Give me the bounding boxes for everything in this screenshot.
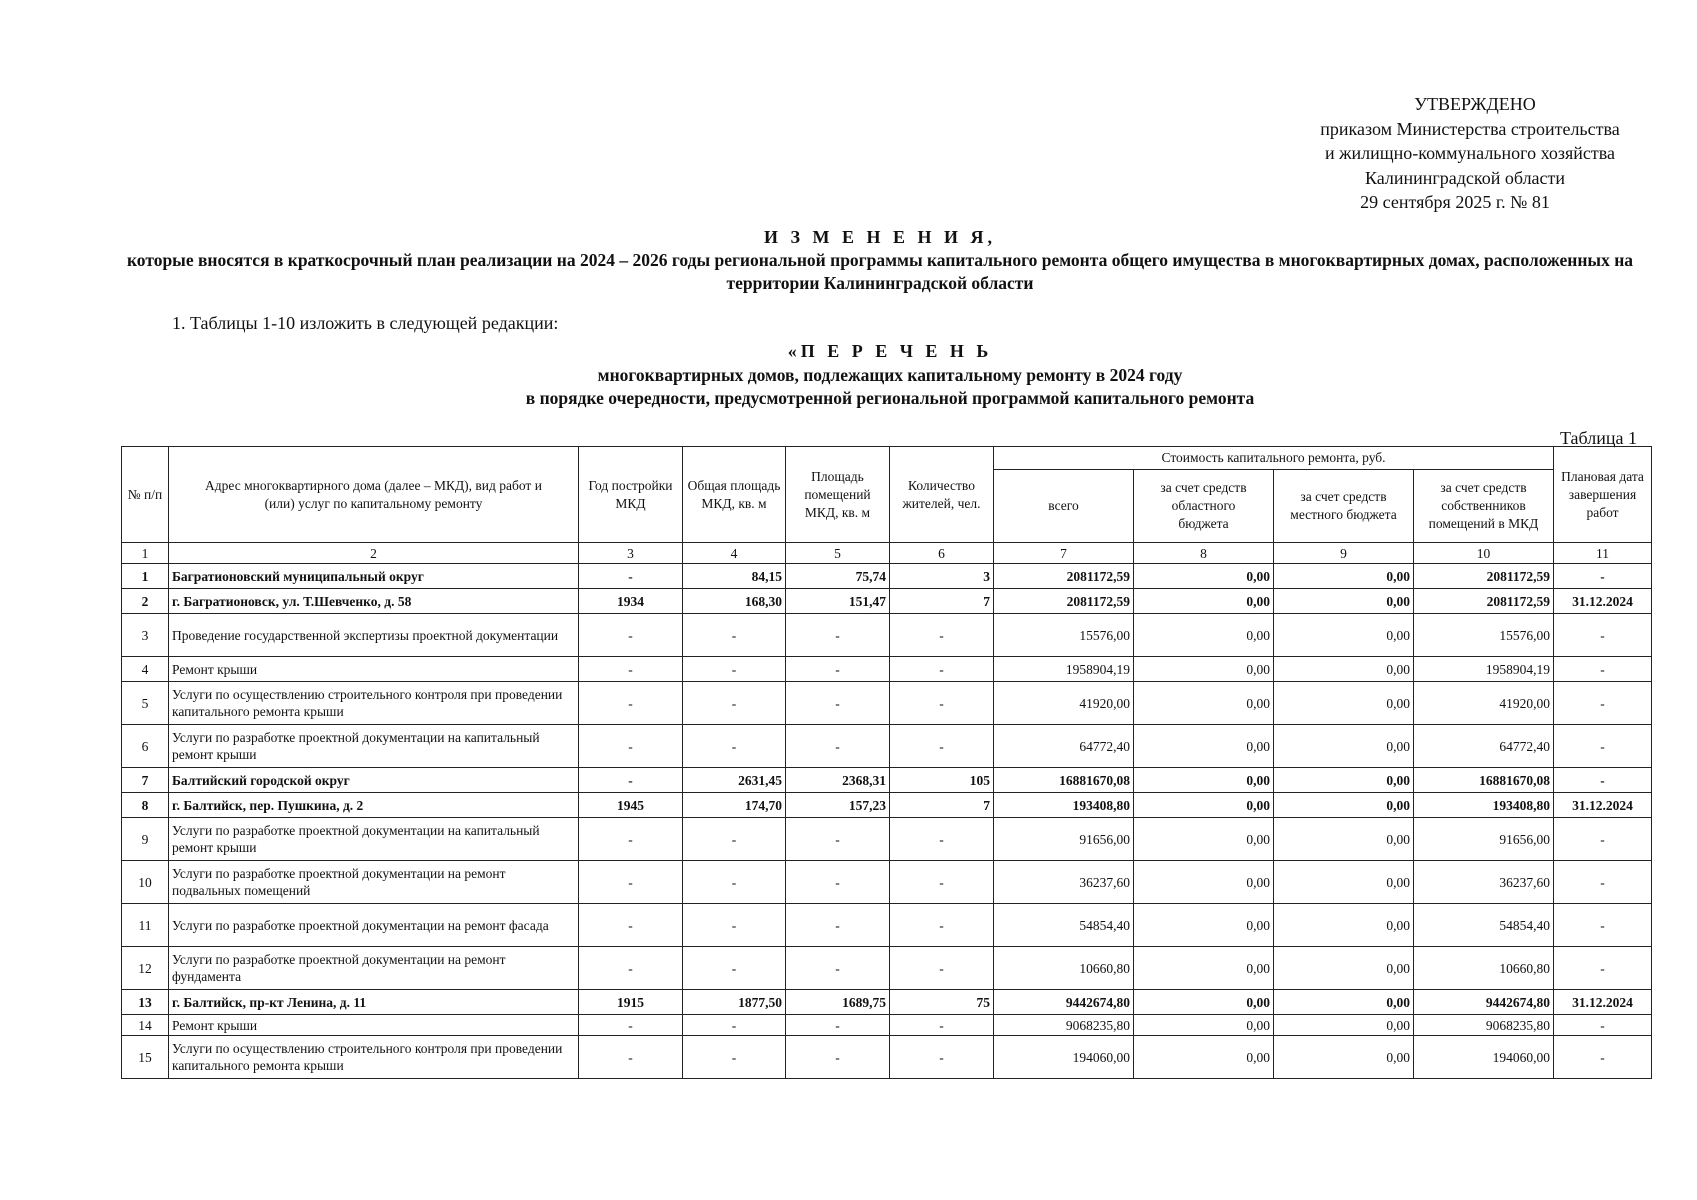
row-cost-local: 0,00 [1274, 614, 1414, 657]
row-cost-regional: 0,00 [1134, 793, 1274, 818]
row-address: Услуги по разработке проектной документации на ремонт фундамента [169, 947, 579, 990]
row-total-area: 84,15 [683, 564, 786, 589]
row-cost-total: 10660,80 [994, 947, 1134, 990]
row-residents: - [890, 904, 994, 947]
approval-line: и жилищно-коммунального хозяйства [1324, 143, 1616, 163]
row-planned-date: - [1554, 768, 1652, 793]
row-cost-owners: 15576,00 [1414, 614, 1554, 657]
row-year: - [579, 564, 683, 589]
row-residents: - [890, 657, 994, 682]
column-number: 1 [122, 543, 169, 564]
row-cost-regional: 0,00 [1134, 589, 1274, 614]
row-cost-regional: 0,00 [1134, 614, 1274, 657]
row-cost-regional: 0,00 [1134, 904, 1274, 947]
row-total-area: - [683, 614, 786, 657]
row-number: 14 [122, 1015, 169, 1036]
row-cost-owners: 9442674,80 [1414, 990, 1554, 1015]
row-cost-owners: 1958904,19 [1414, 657, 1554, 682]
row-cost-regional: 0,00 [1134, 818, 1274, 861]
row-planned-date: - [1554, 657, 1652, 682]
row-residents: - [890, 1036, 994, 1079]
approval-stamp [1240, 92, 1650, 215]
row-address: Услуги по разработке проектной документации на ремонт фасада [169, 904, 579, 947]
row-address: Услуги по осуществлению строительного контроля при проведении капитального ремонта крыши [169, 1036, 579, 1079]
row-premises-area: - [786, 947, 890, 990]
table-row [122, 947, 1652, 990]
row-cost-owners: 16881670,08 [1414, 768, 1554, 793]
row-year: - [579, 657, 683, 682]
row-year: - [579, 904, 683, 947]
row-cost-owners: 2081172,59 [1414, 589, 1554, 614]
row-cost-owners: 41920,00 [1414, 682, 1554, 725]
row-residents: - [890, 1015, 994, 1036]
header-cost-group: Стоимость капитального ремонта, руб. [994, 447, 1554, 470]
row-address: Ремонт крыши [169, 657, 579, 682]
row-year: - [579, 768, 683, 793]
approval-line: 29 сентября 2025 г. № 81 [1360, 192, 1550, 212]
row-cost-total: 15576,00 [994, 614, 1134, 657]
row-cost-regional: 0,00 [1134, 682, 1274, 725]
repair-table [121, 446, 1652, 1079]
row-year: - [579, 1036, 683, 1079]
row-premises-area: - [786, 1015, 890, 1036]
row-total-area: - [683, 657, 786, 682]
list-subtitle-line1: многоквартирных домов, подлежащих капитальному ремонту в 2024 году [597, 364, 1183, 385]
row-cost-owners: 2081172,59 [1414, 564, 1554, 589]
row-cost-regional: 0,00 [1134, 768, 1274, 793]
column-number: 10 [1414, 543, 1554, 564]
row-number: 6 [122, 725, 169, 768]
row-residents: - [890, 947, 994, 990]
row-total-area: - [683, 861, 786, 904]
row-planned-date: - [1554, 861, 1652, 904]
document-heading [100, 226, 1660, 295]
row-planned-date: - [1554, 904, 1652, 947]
column-number: 9 [1274, 543, 1414, 564]
point-text: 1. Таблицы 1-10 изложить в следующей редакции: [172, 313, 559, 333]
row-cost-local: 0,00 [1274, 861, 1414, 904]
table-row [122, 657, 1652, 682]
row-residents: 105 [890, 768, 994, 793]
table-row [122, 725, 1652, 768]
column-number: 11 [1554, 543, 1652, 564]
table-row [122, 564, 1652, 589]
row-number: 12 [122, 947, 169, 990]
row-cost-owners: 91656,00 [1414, 818, 1554, 861]
row-cost-local: 0,00 [1274, 818, 1414, 861]
row-planned-date: - [1554, 1036, 1652, 1079]
column-number: 4 [683, 543, 786, 564]
row-cost-total: 91656,00 [994, 818, 1134, 861]
approval-line: приказом Министерства строительства [1320, 118, 1620, 139]
row-address: Услуги по разработке проектной документации на капитальный ремонт крыши [169, 818, 579, 861]
row-cost-total: 16881670,08 [994, 768, 1134, 793]
row-total-area: - [683, 1015, 786, 1036]
table-row [122, 818, 1652, 861]
row-address: Услуги по осуществлению строительного контроля при проведении капитального ремонта крыши [169, 682, 579, 725]
column-number: 8 [1134, 543, 1274, 564]
row-cost-regional: 0,00 [1134, 657, 1274, 682]
row-cost-total: 194060,00 [994, 1036, 1134, 1079]
header-residents: Количество жителей, чел. [890, 447, 994, 543]
row-premises-area: - [786, 614, 890, 657]
row-year: - [579, 947, 683, 990]
table-row [122, 768, 1652, 793]
row-cost-regional: 0,00 [1134, 990, 1274, 1015]
row-number: 9 [122, 818, 169, 861]
list-heading [100, 340, 1680, 411]
header-num: № п/п [122, 447, 169, 543]
row-planned-date: - [1554, 564, 1652, 589]
header-planned-date: Плановая дата завершения работ [1554, 447, 1652, 543]
row-cost-local: 0,00 [1274, 1036, 1414, 1079]
row-address: Услуги по разработке проектной документации на ремонт подвальных помещений [169, 861, 579, 904]
table-row [122, 682, 1652, 725]
row-premises-area: - [786, 861, 890, 904]
row-planned-date: - [1554, 1015, 1652, 1036]
row-year: 1915 [579, 990, 683, 1015]
header-cost-regional: за счет средств областного бюджета [1134, 470, 1274, 543]
row-year: 1945 [579, 793, 683, 818]
row-residents: 3 [890, 564, 994, 589]
row-total-area: 2631,45 [683, 768, 786, 793]
row-residents: - [890, 861, 994, 904]
row-number: 3 [122, 614, 169, 657]
row-address: Багратионовский муниципальный округ [169, 564, 579, 589]
row-cost-local: 0,00 [1274, 768, 1414, 793]
row-total-area: - [683, 904, 786, 947]
table-label: Таблица 1 [1560, 428, 1637, 448]
row-planned-date: 31.12.2024 [1554, 990, 1652, 1015]
row-premises-area: 157,23 [786, 793, 890, 818]
document-title: И З М Е Н Е Н И Я, [763, 227, 996, 247]
row-cost-total: 1958904,19 [994, 657, 1134, 682]
row-address: г. Балтийск, пер. Пушкина, д. 2 [169, 793, 579, 818]
row-number: 8 [122, 793, 169, 818]
row-year: - [579, 725, 683, 768]
row-cost-total: 36237,60 [994, 861, 1134, 904]
row-cost-local: 0,00 [1274, 725, 1414, 768]
header-premises-area: Площадь помещений МКД, кв. м [786, 447, 890, 543]
row-planned-date: - [1554, 818, 1652, 861]
row-address: г. Багратионовск, ул. Т.Шевченко, д. 58 [169, 589, 579, 614]
row-cost-owners: 36237,60 [1414, 861, 1554, 904]
row-premises-area: - [786, 682, 890, 725]
column-number: 2 [169, 543, 579, 564]
row-premises-area: 1689,75 [786, 990, 890, 1015]
row-cost-total: 2081172,59 [994, 564, 1134, 589]
header-cost-local: за счет средств местного бюджета [1274, 470, 1414, 543]
table-row [122, 1036, 1652, 1079]
row-address: Ремонт крыши [169, 1015, 579, 1036]
row-number: 5 [122, 682, 169, 725]
row-cost-regional: 0,00 [1134, 861, 1274, 904]
row-premises-area: - [786, 904, 890, 947]
row-total-area: - [683, 1036, 786, 1079]
table-row [122, 1015, 1652, 1036]
row-cost-regional: 0,00 [1134, 947, 1274, 990]
column-number: 5 [786, 543, 890, 564]
row-total-area: - [683, 725, 786, 768]
row-cost-total: 9068235,80 [994, 1015, 1134, 1036]
header-cost-owners: за счет средств собственников помещений в МКД [1414, 470, 1554, 543]
row-total-area: 168,30 [683, 589, 786, 614]
row-number: 13 [122, 990, 169, 1015]
approval-line: Калининградской области [1364, 167, 1566, 188]
row-address: Проведение государственной экспертизы проектной документации [169, 614, 579, 657]
row-number: 11 [122, 904, 169, 947]
row-total-area: - [683, 818, 786, 861]
row-residents: 7 [890, 793, 994, 818]
header-cost-total: всего [994, 470, 1134, 543]
row-planned-date: 31.12.2024 [1554, 793, 1652, 818]
row-number: 1 [122, 564, 169, 589]
row-cost-local: 0,00 [1274, 1015, 1414, 1036]
row-number: 2 [122, 589, 169, 614]
row-number: 10 [122, 861, 169, 904]
table-row [122, 990, 1652, 1015]
row-cost-regional: 0,00 [1134, 1015, 1274, 1036]
row-premises-area: 2368,31 [786, 768, 890, 793]
row-total-area: 174,70 [683, 793, 786, 818]
row-address: Услуги по разработке проектной документации на капитальный ремонт крыши [169, 725, 579, 768]
row-cost-local: 0,00 [1274, 657, 1414, 682]
column-number: 6 [890, 543, 994, 564]
header-total-area: Общая площадь МКД, кв. м [683, 447, 786, 543]
row-cost-owners: 194060,00 [1414, 1036, 1554, 1079]
row-planned-date: - [1554, 947, 1652, 990]
row-cost-regional: 0,00 [1134, 1036, 1274, 1079]
approval-line: УТВЕРЖДЕНО [1414, 94, 1536, 114]
row-cost-total: 9442674,80 [994, 990, 1134, 1015]
table-row [122, 904, 1652, 947]
row-cost-total: 54854,40 [994, 904, 1134, 947]
row-cost-total: 193408,80 [994, 793, 1134, 818]
document-subtitle: которые вносятся в краткосрочный план реализации на 2024 – 2026 годы региональной программы капитального ремонта общего имущества в многоквартирных домах, расположенных на территории Калининградской области [126, 250, 1634, 293]
table-row [122, 793, 1652, 818]
row-number: 15 [122, 1036, 169, 1079]
row-residents: - [890, 682, 994, 725]
row-address: Балтийский городской округ [169, 768, 579, 793]
row-year: - [579, 1015, 683, 1036]
row-planned-date: - [1554, 682, 1652, 725]
row-cost-total: 41920,00 [994, 682, 1134, 725]
row-cost-regional: 0,00 [1134, 725, 1274, 768]
column-number: 7 [994, 543, 1134, 564]
row-number: 7 [122, 768, 169, 793]
row-cost-owners: 9068235,80 [1414, 1015, 1554, 1036]
row-planned-date: - [1554, 614, 1652, 657]
row-cost-local: 0,00 [1274, 589, 1414, 614]
row-residents: 75 [890, 990, 994, 1015]
row-premises-area: - [786, 725, 890, 768]
row-planned-date: - [1554, 725, 1652, 768]
table-body [122, 564, 1652, 1079]
row-planned-date: 31.12.2024 [1554, 589, 1652, 614]
row-year: - [579, 614, 683, 657]
row-cost-owners: 193408,80 [1414, 793, 1554, 818]
row-residents: 7 [890, 589, 994, 614]
row-cost-regional: 0,00 [1134, 564, 1274, 589]
row-number: 4 [122, 657, 169, 682]
column-number: 3 [579, 543, 683, 564]
row-cost-owners: 64772,40 [1414, 725, 1554, 768]
row-cost-local: 0,00 [1274, 904, 1414, 947]
row-total-area: 1877,50 [683, 990, 786, 1015]
row-cost-local: 0,00 [1274, 990, 1414, 1015]
table-row [122, 614, 1652, 657]
row-residents: - [890, 725, 994, 768]
row-premises-area: - [786, 1036, 890, 1079]
row-premises-area: - [786, 818, 890, 861]
row-cost-local: 0,00 [1274, 564, 1414, 589]
table-row [122, 589, 1652, 614]
row-cost-owners: 10660,80 [1414, 947, 1554, 990]
row-year: 1934 [579, 589, 683, 614]
row-residents: - [890, 818, 994, 861]
row-address: г. Балтийск, пр-кт Ленина, д. 11 [169, 990, 579, 1015]
row-year: - [579, 682, 683, 725]
row-cost-local: 0,00 [1274, 682, 1414, 725]
row-cost-total: 2081172,59 [994, 589, 1134, 614]
row-total-area: - [683, 682, 786, 725]
row-cost-local: 0,00 [1274, 793, 1414, 818]
header-year: Год постройки МКД [579, 447, 683, 543]
row-premises-area: 151,47 [786, 589, 890, 614]
row-residents: - [890, 614, 994, 657]
row-year: - [579, 861, 683, 904]
row-cost-local: 0,00 [1274, 947, 1414, 990]
row-premises-area: 75,74 [786, 564, 890, 589]
row-total-area: - [683, 947, 786, 990]
list-title: «П Е Р Е Ч Е Н Ь [787, 341, 993, 361]
row-year: - [579, 818, 683, 861]
row-cost-total: 64772,40 [994, 725, 1134, 768]
row-premises-area: - [786, 657, 890, 682]
table-row [122, 861, 1652, 904]
row-cost-owners: 54854,40 [1414, 904, 1554, 947]
list-subtitle-line2: в порядке очередности, предусмотренной региональной программой капитального ремонта [525, 388, 1255, 408]
header-address: Адрес многоквартирного дома (далее – МКД), вид работ и (или) услуг по капитальному ремонту [169, 447, 579, 543]
